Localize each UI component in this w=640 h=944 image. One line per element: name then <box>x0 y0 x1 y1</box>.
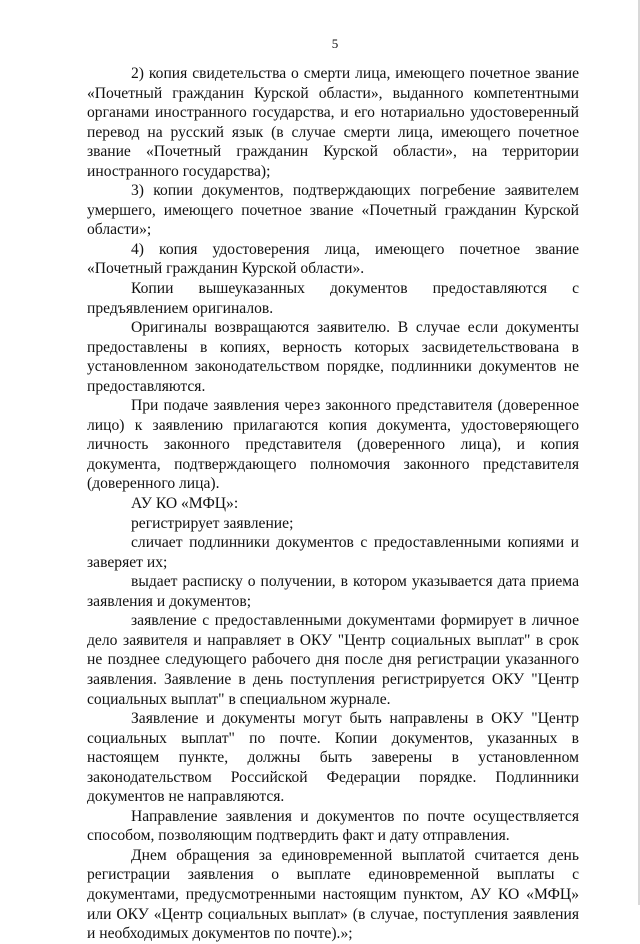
paragraph-application-date: Днем обращения за единовременной выплатой считается день регистрации заявления о выплате единовременной выплаты с документами, предусмотренными настоящим пунктом, АУ КО «МФЦ» или ОКУ «Центр социальных выплат» (в случае, поступления заявления и необходимых документов по почте).»; <box>87 846 579 943</box>
document-body <box>87 64 579 944</box>
paragraph-issues-receipt: выдает расписку о получении, в котором указывается дата приема заявления и документов; <box>87 573 579 610</box>
paragraph-copies-with-originals: Копии вышеуказанных документов предоставляются с предъявлением оригиналов. <box>87 280 579 317</box>
paragraph-death-certificate-copy: 2) копия свидетельства о смерти лица, имеющего почетное звание «Почетный гражданин Курской области», выданного компетентными органами иностранного государства, и его нотариально удостоверенный перевод на русский язык (в случае смерти лица, имеющего почетное звание «Почетный гражданин Курской области», на территории иностранного государства); <box>87 65 579 180</box>
paragraph-registers-application: регистрирует заявление; <box>131 514 294 532</box>
paragraph-sent-by-post: Заявление и документы могут быть направлены в ОКУ "Центр социальных выплат" по почте. Копии документов, указанных в настоящем пункте, должны быть заверены в установленном законодательством Российской Федерации порядке. Подлинники документов не направляются. <box>87 710 579 806</box>
paragraph-mfc-heading: АУ КО «МФЦ»: <box>131 495 239 513</box>
paragraph-burial-documents: 3) копии документов, подтверждающих погребение заявителем умершего, имеющего почетное звание «Почетный гражданин Курской области»; <box>87 182 579 239</box>
paragraph-postal-method: Направление заявления и документов по почте осуществляется способом, позволяющим подтвердить факт и дату отправления. <box>87 807 579 845</box>
paragraph-legal-representative: При подаче заявления через законного представителя (доверенное лицо) к заявлению прилагаются копия документа, удостоверяющего личность законного представителя (доверенного лица), и копия документа, подтверждающего полномочия законного представителя (доверенного лица). <box>87 397 579 493</box>
paragraph-originals-returned: Оригиналы возвращаются заявителю. В случае если документы предоставлены в копиях, верность которых засвидетельствована в установленном законодательством порядке, подлинники документов не предоставляются. <box>87 319 579 395</box>
page-number: 5 <box>331 36 339 51</box>
paragraph-forms-personal-file: заявление с предоставленными документами формирует в личное дело заявителя и направляет в ОКУ "Центр социальных выплат" в срок не позднее следующего рабочего дня после дня регистрации указанного заявления. Заявление в день поступления регистрируется ОКУ "Центр социальных выплат" в специальном журнале. <box>87 612 579 708</box>
paragraph-compares-originals: сличает подлинники документов с предоставленными копиями и заверяет их; <box>87 534 579 571</box>
paragraph-certificate-copy: 4) копия удостоверения лица, имеющего почетное звание «Почетный гражданин Курской области». <box>87 240 579 278</box>
